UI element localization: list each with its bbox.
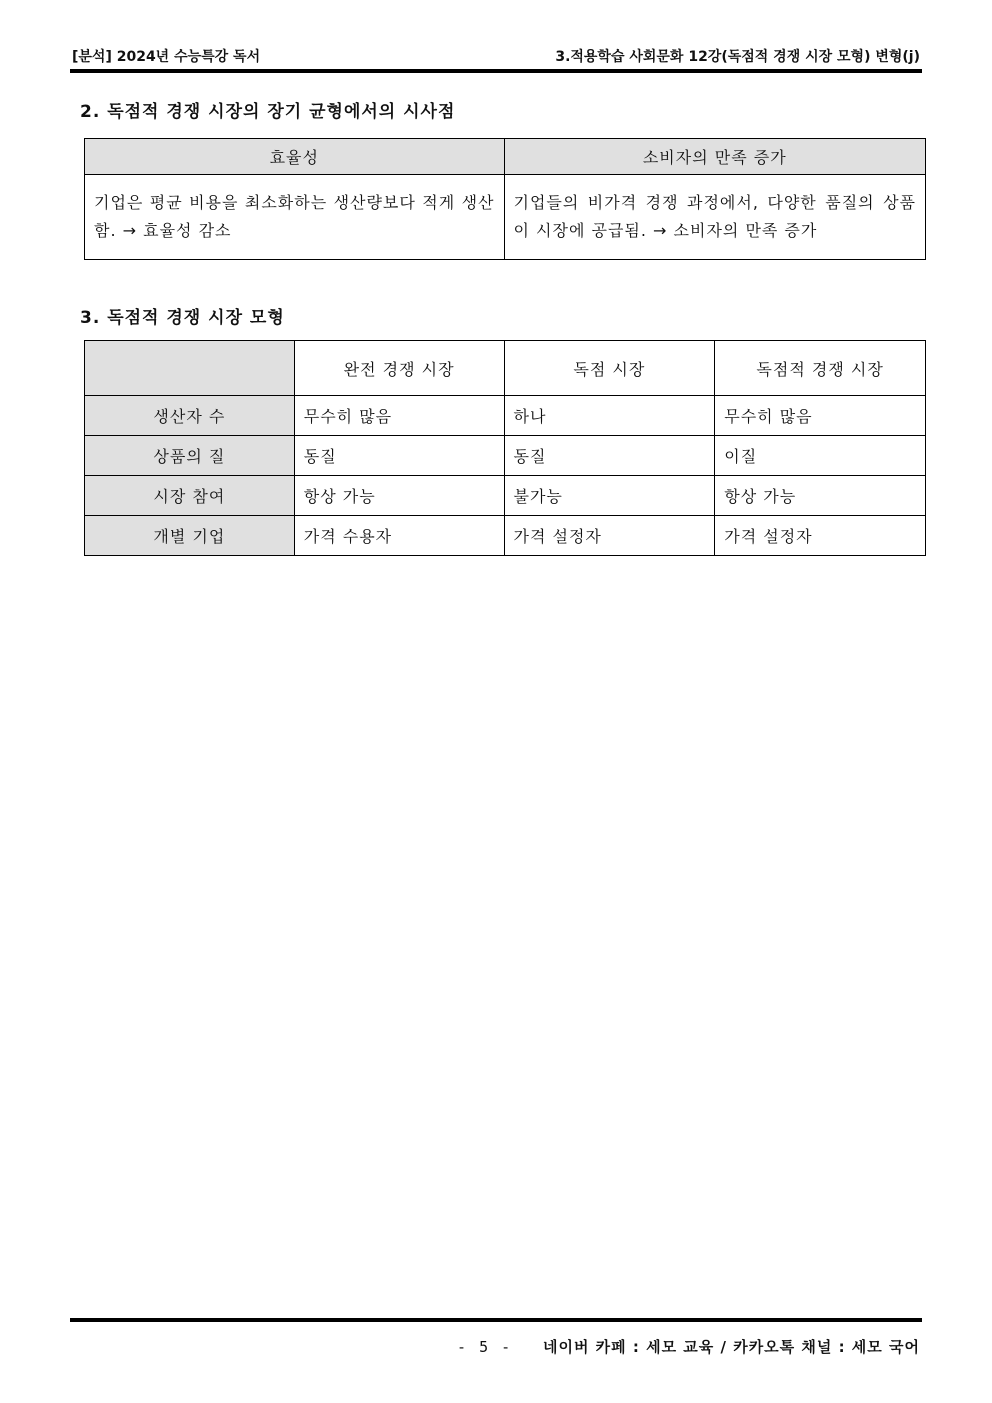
section-2-title: 2. 독점적 경쟁 시장의 장기 균형에서의 시사점 [80, 102, 456, 122]
table-cell: 동질 [504, 436, 715, 476]
table-cell: 무수히 많음 [715, 396, 926, 436]
table-cell: 동질 [294, 436, 504, 476]
table-cell: 하나 [504, 396, 715, 436]
table-cell: 가격 설정자 [504, 516, 715, 556]
header-divider [70, 69, 922, 73]
page-number: - 5 - [457, 1338, 513, 1356]
table-row [85, 516, 926, 556]
table-corner-cell [85, 341, 295, 396]
column-header: 완전 경쟁 시장 [294, 341, 504, 396]
table-cell: 가격 설정자 [715, 516, 926, 556]
row-header: 생산자 수 [85, 396, 295, 436]
table-cell: 가격 수용자 [294, 516, 504, 556]
column-header: 독점적 경쟁 시장 [715, 341, 926, 396]
efficiency-cell: 기업은 평균 비용을 최소화하는 생산량보다 적게 생산함. → 효율성 감소 [85, 175, 505, 260]
column-header: 독점 시장 [504, 341, 715, 396]
consumer-satisfaction-cell: 기업들의 비가격 경쟁 과정에서, 다양한 품질의 상품이 시장에 공급됨. → 소비자의 만족 증가 [504, 175, 926, 260]
header-right-title: 3.적용학습 사회문화 12강(독점적 경쟁 시장 모형) 변형(j) [555, 49, 920, 65]
table-cell: 항상 가능 [294, 476, 504, 516]
footer-divider [70, 1318, 922, 1322]
row-header: 개별 기업 [85, 516, 295, 556]
page-footer [457, 1336, 920, 1357]
long-run-implications-table [84, 138, 926, 260]
table-row [85, 436, 926, 476]
footer-contact: 네이버 카페 : 세모 교육 / 카카오톡 채널 : 세모 국어 [542, 1338, 920, 1356]
efficiency-header: 효율성 [85, 139, 505, 175]
market-model-table [84, 340, 926, 556]
table-cell: 불가능 [504, 476, 715, 516]
table-cell: 무수히 많음 [294, 396, 504, 436]
row-header: 시장 참여 [85, 476, 295, 516]
header-left-title: [분석] 2024년 수능특강 독서 [72, 49, 261, 65]
row-header: 상품의 질 [85, 436, 295, 476]
consumer-satisfaction-header: 소비자의 만족 증가 [504, 139, 926, 175]
table-cell: 항상 가능 [715, 476, 926, 516]
table-cell: 이질 [715, 436, 926, 476]
page-header [72, 42, 920, 68]
table-row [85, 396, 926, 436]
section-3-title: 3. 독점적 경쟁 시장 모형 [80, 308, 285, 328]
table-row [85, 476, 926, 516]
